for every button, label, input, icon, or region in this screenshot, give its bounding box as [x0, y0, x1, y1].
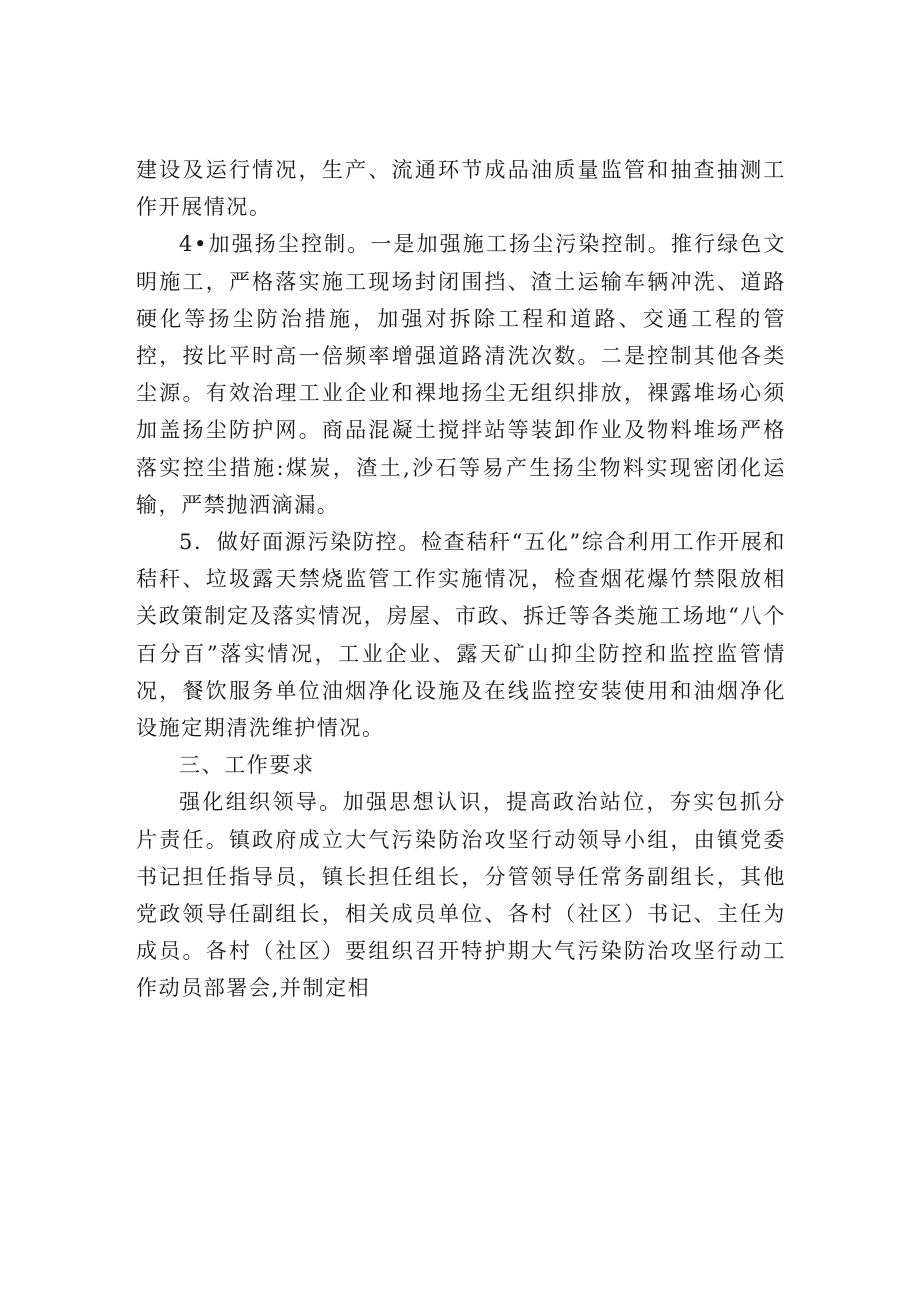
section-heading-work-requirements: 三、工作要求 — [179, 753, 315, 778]
paragraph-item-5-area-source: 5．做好面源污染防控。检查秸秆“五化”综合利用工作开展和秸秆、垃圾露天禁烧监管工作实施情况，检查烟花爆竹禁限放相关政策制定及落实情况，房屋、市政、拆迁等各类施工场地“八个百分百”落实情况，工业企业、露天矿山抑尘防控和监控监管情况，餐饮服务单位油烟净化设施及在线监控安装使用和油烟净化设施定期清洗维护情况。 — [136, 530, 786, 741]
document-body — [136, 152, 786, 1008]
paragraph-item-4-dust-control: 4•加强扬尘控制。一是加强施工扬尘污染控制。推行绿色文明施工，严格落实施工现场封闭围挡、渣土运输车辆冲洗、道路硬化等扬尘防治措施，加强对拆除工程和道路、交通工程的管控，按比平时高一倍频率增强道路清洗次数。二是控制其他各类尘源。有效治理工业企业和裸地扬尘无组织排放，裸露堆场心须加盖扬尘防护网。商品混凝土搅拌站等装卸作业及物料堆场严格落实控尘措施:煤炭，渣土,沙石等易产生扬尘物料实现密闭化运输，严禁抛洒滴漏。 — [136, 232, 786, 517]
paragraph-continuation: 建设及运行情况，生产、流通环节成品油质量监管和抽查抽测工作开展情况。 — [136, 158, 786, 220]
paragraph-organization-leadership: 强化组织领导。加强思想认识，提高政治站位，夯实包抓分片责任。镇政府成立大气污染防治攻坚行动领导小组，由镇党委书记担任指导员，镇长担任组长，分管领导任常务副组长，其他党政领导任副组长，相关成员单位、各村（社区）书记、主任为成员。各村（社区）要组织召开特护期大气污染防治攻坚行动工作动员部署会,并制定相 — [136, 790, 786, 1001]
